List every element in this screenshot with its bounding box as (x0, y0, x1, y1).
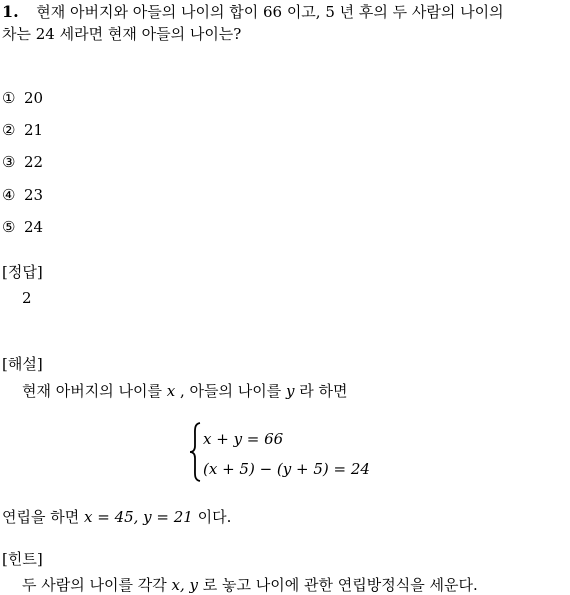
choice-3[interactable] (2, 152, 43, 172)
variable-y: y (286, 382, 295, 400)
choice-marker: ① (2, 89, 16, 107)
equation-2: (x + 5) − (y + 5) = 24 (203, 460, 370, 478)
question-number: 1. (2, 2, 19, 21)
choice-5[interactable] (2, 217, 43, 237)
left-brace-icon (188, 422, 202, 482)
choice-4[interactable] (2, 185, 43, 205)
variable-x: x (166, 382, 176, 400)
result-math: x = 45, y = 21 (84, 508, 193, 526)
question-text-line2: 차는 24 세라면 현재 아들의 나이는? (2, 25, 242, 43)
question-text-line1: 현재 아버지와 아들의 나이의 합이 66 이고, 5 년 후의 두 사람의 나이의 (36, 3, 504, 21)
choice-2[interactable] (2, 120, 43, 140)
choice-marker: ④ (2, 186, 16, 204)
choice-1[interactable] (2, 88, 43, 108)
choice-value: 22 (24, 153, 44, 171)
choice-value: 23 (24, 186, 44, 204)
result-text-a: 연립을 하면 (2, 508, 80, 526)
hint-vars: x, y (171, 576, 198, 594)
choice-marker: ③ (2, 153, 16, 171)
answer-label: [정답] (2, 263, 43, 281)
equation-1: x + y = 66 (203, 430, 284, 448)
explanation-intro (22, 381, 348, 401)
explanation-intro-a: 현재 아버지의 나이를 (22, 382, 162, 400)
question-header (2, 2, 504, 22)
answer-value: 2 (22, 289, 32, 307)
choice-marker: ⑤ (2, 218, 16, 236)
hint-text (22, 575, 478, 595)
hint-text-a: 두 사람의 나이를 각각 (22, 576, 167, 594)
explanation-result (2, 507, 231, 527)
choice-value: 24 (24, 218, 44, 236)
explanation-intro-c: 라 하면 (299, 382, 348, 400)
hint-text-b: 로 놓고 나이에 관한 연립방정식을 세운다. (202, 576, 478, 594)
explanation-intro-b: , 아들의 나이를 (179, 382, 282, 400)
result-text-b: 이다. (197, 508, 232, 526)
choice-value: 20 (24, 89, 44, 107)
choice-marker: ② (2, 121, 16, 139)
choice-value: 21 (24, 121, 44, 139)
explanation-label: [해설] (2, 355, 43, 373)
hint-label: [힌트] (2, 550, 43, 568)
